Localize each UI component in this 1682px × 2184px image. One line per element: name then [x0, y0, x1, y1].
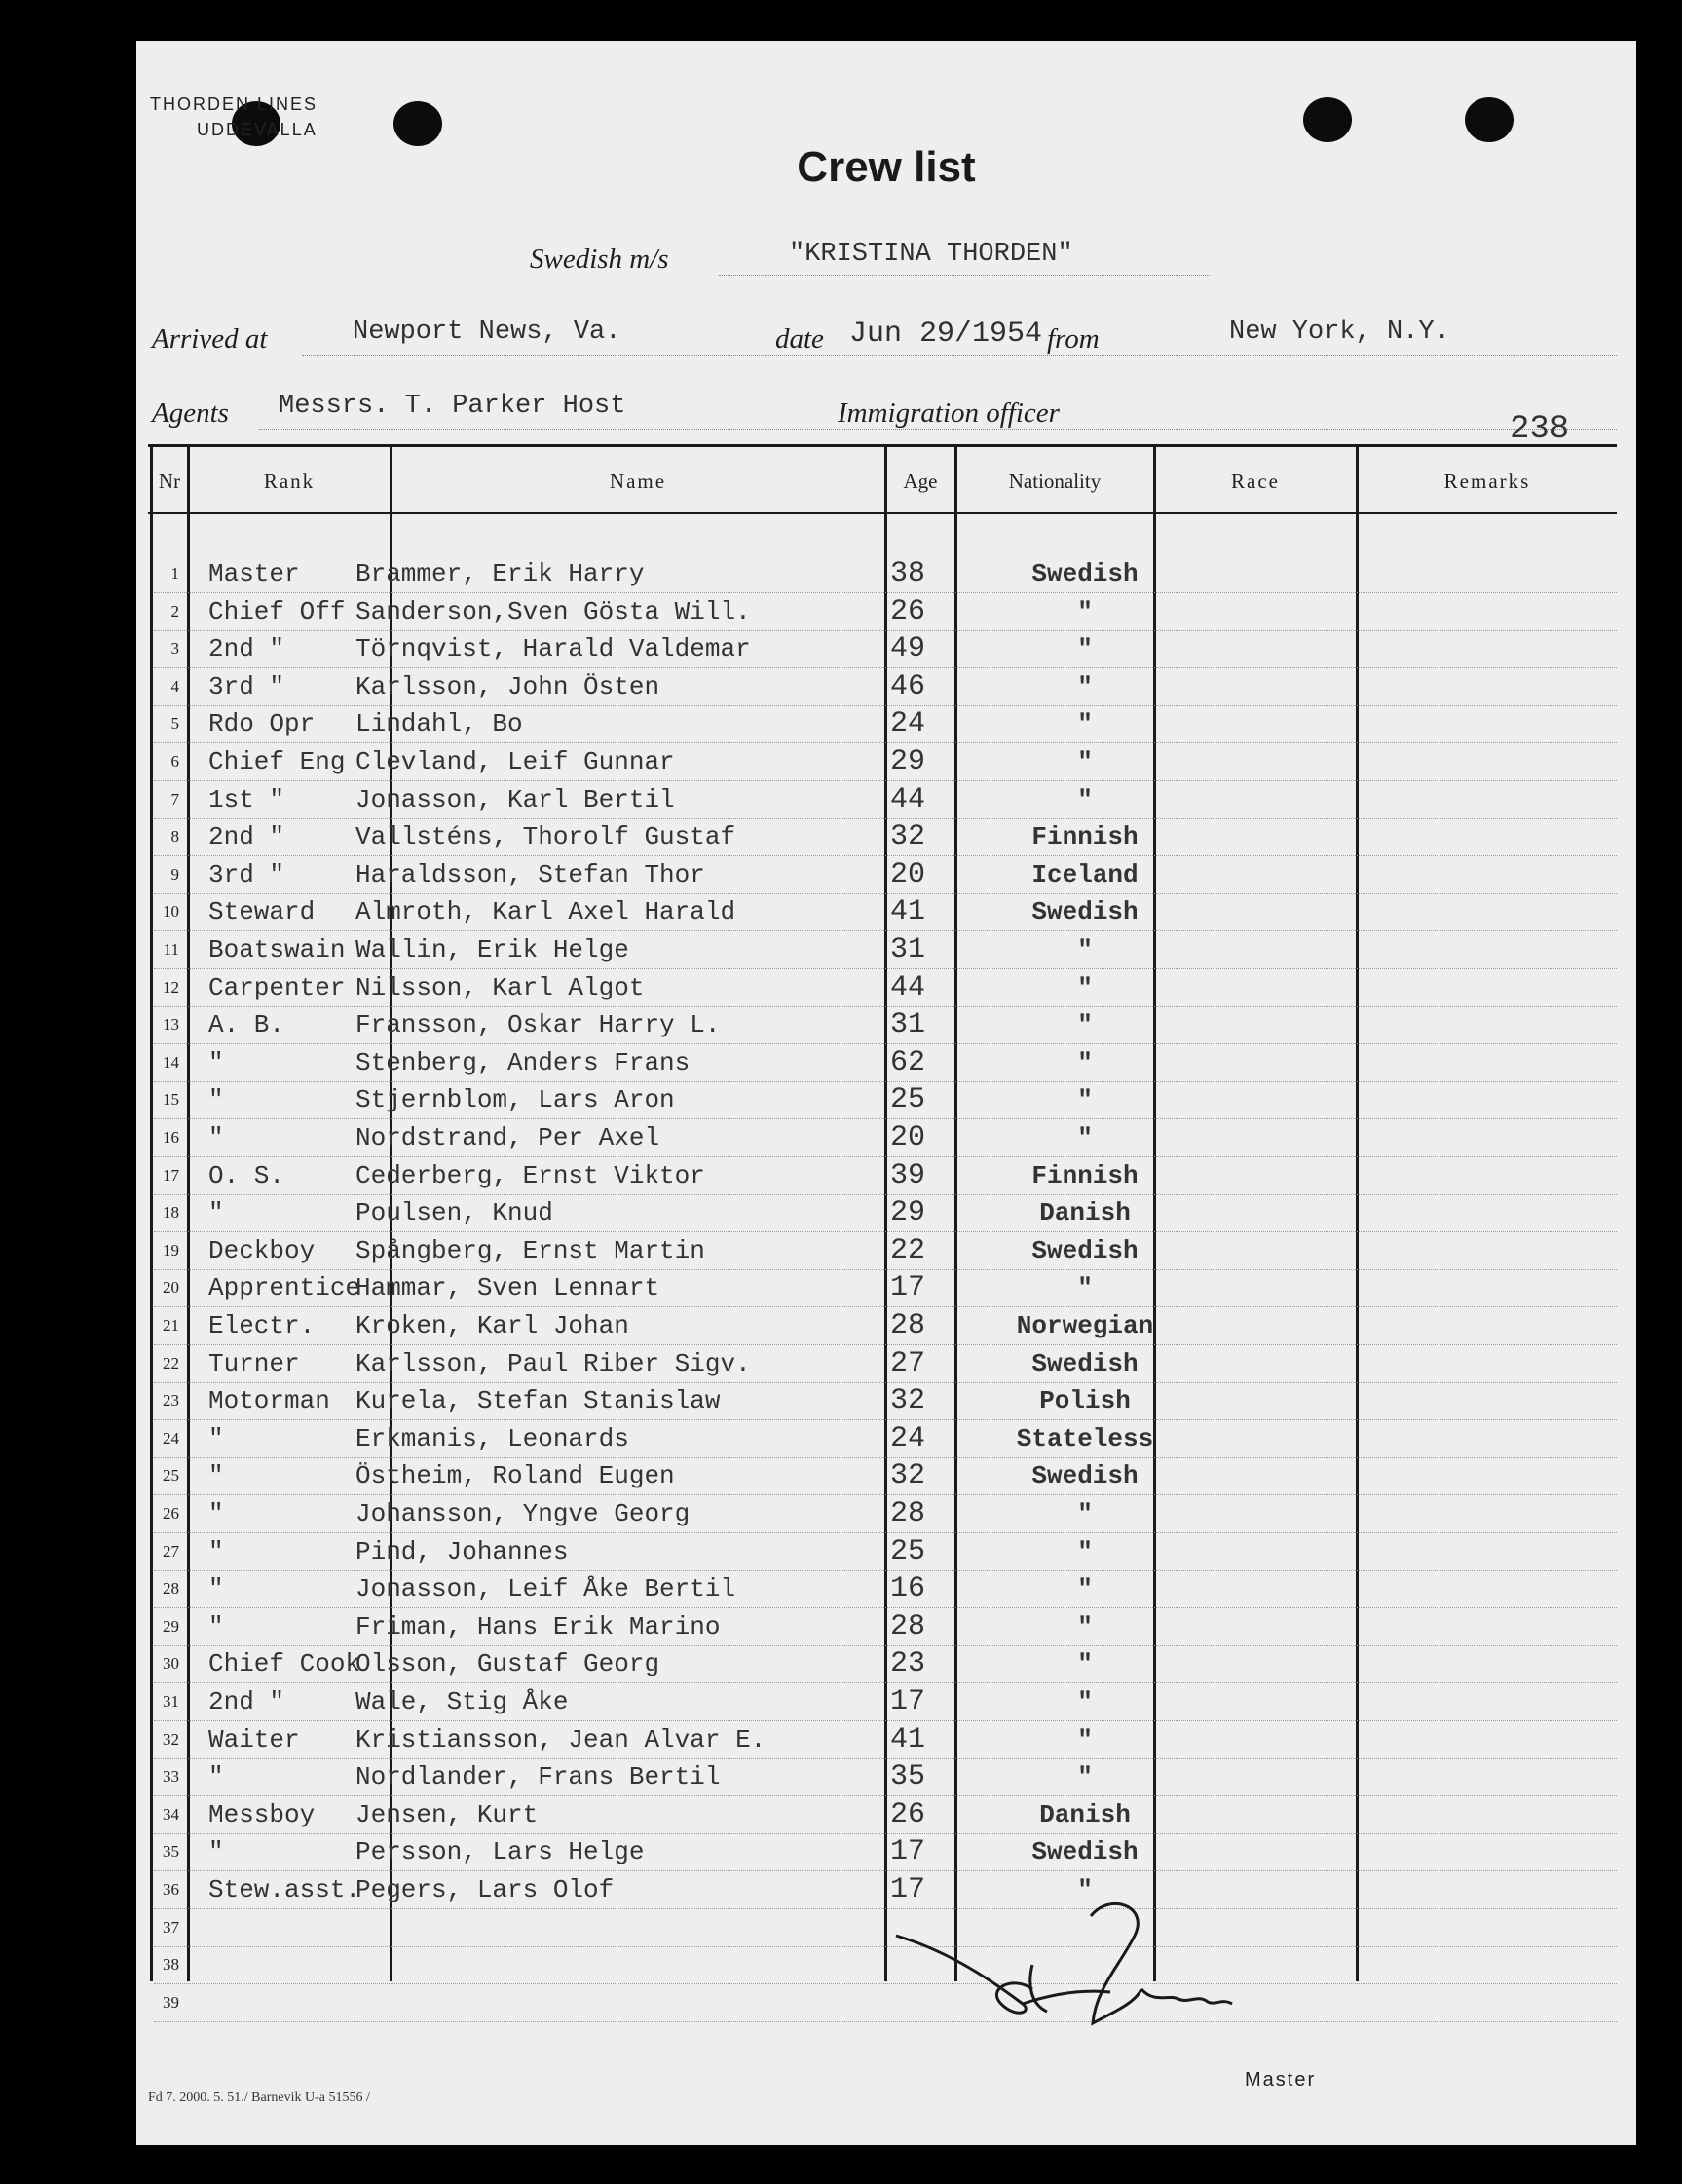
crew-nr: 19 — [163, 1240, 179, 1260]
crew-nr: 17 — [163, 1165, 179, 1185]
agents-label: Agents — [152, 397, 229, 429]
immigration-officer-label: Immigration officer — [838, 397, 1060, 429]
crew-rank: " — [208, 1837, 224, 1867]
table-row — [154, 1119, 1617, 1157]
column-header-race: Race — [1231, 470, 1280, 493]
crew-nr: 7 — [170, 789, 179, 809]
crew-rank: Turner — [208, 1348, 300, 1378]
crew-nr: 22 — [163, 1353, 179, 1373]
table-row — [154, 1044, 1617, 1082]
crew-rank: " — [208, 1611, 224, 1641]
crew-name: Persson, Lars Helge — [355, 1837, 645, 1867]
table-row — [154, 1833, 1617, 1871]
crew-name: Karlsson, Paul Riber Sigv. — [355, 1348, 751, 1378]
crew-nr: 33 — [163, 1767, 179, 1787]
punch-hole — [393, 101, 442, 146]
table-row — [154, 931, 1617, 969]
crew-name: Östheim, Roland Eugen — [355, 1461, 675, 1491]
crew-rank: A. B. — [208, 1010, 285, 1040]
table-row — [154, 1533, 1617, 1571]
company-line-1: THORDEN LINES — [150, 94, 318, 114]
crew-nr: 2 — [170, 601, 179, 621]
crew-age: 35 — [890, 1760, 926, 1794]
crew-nr: 12 — [163, 977, 179, 997]
crew-name: Stenberg, Anders Frans — [355, 1047, 691, 1077]
crew-age: 22 — [890, 1233, 926, 1267]
crew-nationality: " — [1077, 709, 1093, 739]
from-label: from — [1047, 323, 1100, 355]
crew-nr: 1 — [170, 564, 179, 583]
crew-nationality: " — [1077, 1085, 1093, 1115]
crew-name: Brammer, Erik Harry — [355, 559, 645, 588]
crew-name: Nordstrand, Per Axel — [355, 1123, 660, 1152]
arrived-value: Newport News, Va. — [353, 318, 621, 347]
crew-rank: Rdo Opr — [208, 709, 316, 739]
page-title: Crew list — [797, 143, 976, 191]
column-header-nationality: Nationality — [1008, 470, 1102, 493]
master-signature — [886, 1897, 1237, 2082]
table-row — [154, 1758, 1617, 1796]
crew-nr: 35 — [163, 1842, 179, 1862]
table-row — [154, 1232, 1617, 1270]
crew-name: Pind, Johannes — [355, 1536, 569, 1566]
crew-rank: " — [208, 1085, 224, 1115]
agents-line — [259, 429, 1617, 430]
crew-name: Nordlander, Frans Bertil — [355, 1762, 721, 1792]
table-row — [154, 1269, 1617, 1307]
column-header-age: Age — [903, 470, 938, 493]
table-row — [154, 1608, 1617, 1646]
crew-nationality: Danish — [1039, 1198, 1131, 1228]
crew-rank: " — [208, 1047, 224, 1077]
crew-name: Kristiansson, Jean Alvar E. — [355, 1724, 766, 1754]
crew-age: 44 — [890, 970, 926, 1004]
crew-nr: 4 — [170, 676, 179, 696]
crew-nr: 37 — [163, 1917, 179, 1937]
crew-age: 41 — [890, 1722, 926, 1756]
table-row — [154, 1307, 1617, 1345]
crew-name: Törnqvist, Harald Valdemar — [355, 634, 751, 664]
column-header-remarks: Remarks — [1443, 470, 1531, 493]
table-header-rule — [148, 512, 1617, 514]
crew-rank: " — [208, 1198, 224, 1228]
crew-nr: 13 — [163, 1015, 179, 1035]
crew-age: 39 — [890, 1158, 926, 1192]
table-row — [154, 1157, 1617, 1195]
company-line-2: UDDEVALLA — [197, 120, 318, 139]
crew-nr: 31 — [163, 1692, 179, 1711]
crew-nr: 5 — [170, 714, 179, 734]
crew-nationality: " — [1077, 1611, 1093, 1641]
crew-age: 26 — [890, 594, 926, 628]
crew-nr: 25 — [163, 1466, 179, 1486]
crew-age: 17 — [890, 1271, 926, 1305]
crew-nr: 20 — [163, 1278, 179, 1298]
crew-nr: 21 — [163, 1316, 179, 1335]
crew-nationality: " — [1077, 1649, 1093, 1679]
crew-rank: 3rd " — [208, 671, 285, 701]
table-row — [154, 593, 1617, 631]
crew-rank: " — [208, 1123, 224, 1152]
table-row — [154, 705, 1617, 743]
crew-name: Poulsen, Knud — [355, 1198, 553, 1228]
arrived-line — [302, 355, 1617, 356]
crew-nationality: " — [1077, 1536, 1093, 1566]
crew-rank: Waiter — [208, 1724, 300, 1754]
crew-nationality: Norwegian — [1016, 1311, 1154, 1340]
crew-nationality: Swedish — [1031, 897, 1139, 927]
crew-nationality: " — [1077, 972, 1093, 1002]
crew-name: Pegers, Lars Olof — [355, 1875, 615, 1904]
crew-rank: 2nd " — [208, 822, 285, 852]
table-row — [154, 555, 1617, 593]
crew-rank: Chief Cook — [208, 1649, 361, 1679]
table-row — [154, 1420, 1617, 1458]
crew-age: 32 — [890, 1384, 926, 1418]
crew-name: Spångberg, Ernst Martin — [355, 1235, 705, 1265]
crew-nr: 39 — [163, 1992, 179, 2012]
crew-nationality: Swedish — [1031, 1235, 1139, 1265]
table-row — [154, 1984, 1617, 2022]
crew-age: 25 — [890, 1534, 926, 1568]
crew-nationality: " — [1077, 1123, 1093, 1152]
column-header-rank: Rank — [263, 470, 316, 493]
crew-nr: 28 — [163, 1579, 179, 1599]
table-row — [154, 1081, 1617, 1119]
table-row — [154, 969, 1617, 1007]
remarks-value: 238 — [1510, 411, 1570, 448]
crew-age: 27 — [890, 1346, 926, 1380]
date-label: date — [775, 323, 824, 355]
crew-nr: 8 — [170, 827, 179, 847]
crew-age: 44 — [890, 782, 926, 816]
crew-age: 24 — [890, 707, 926, 741]
table-row — [154, 1721, 1617, 1759]
table-row — [154, 1570, 1617, 1608]
table-row — [154, 781, 1617, 819]
crew-nr: 24 — [163, 1428, 179, 1448]
vessel-name: "KRISTINA THORDEN" — [789, 240, 1073, 269]
crew-nationality: Swedish — [1031, 1837, 1139, 1867]
crew-rank: Electr. — [208, 1311, 316, 1340]
crew-rank: " — [208, 1574, 224, 1604]
crew-name: Kroken, Karl Johan — [355, 1311, 629, 1340]
crew-rank: " — [208, 1461, 224, 1491]
crew-name: Fransson, Oskar Harry L. — [355, 1010, 721, 1040]
crew-nr: 9 — [170, 864, 179, 884]
table-row — [154, 1796, 1617, 1834]
crew-age: 29 — [890, 745, 926, 778]
crew-rank: Steward — [208, 897, 316, 927]
crew-age: 31 — [890, 933, 926, 966]
crew-nationality: Swedish — [1031, 1461, 1139, 1491]
vessel-line — [719, 275, 1210, 276]
crew-nr: 15 — [163, 1090, 179, 1110]
crew-age: 20 — [890, 1121, 926, 1154]
crew-name: Clevland, Leif Gunnar — [355, 747, 675, 776]
table-top-rule — [148, 444, 1617, 447]
crew-nr: 16 — [163, 1128, 179, 1147]
crew-age: 46 — [890, 669, 926, 703]
crew-nationality: " — [1077, 1762, 1093, 1792]
crew-age: 28 — [890, 1497, 926, 1530]
crew-nr: 27 — [163, 1541, 179, 1561]
crew-rank: Deckboy — [208, 1235, 316, 1265]
crew-name: Jonasson, Karl Bertil — [355, 784, 675, 814]
table-row — [154, 893, 1617, 931]
crew-nationality: Finnish — [1031, 822, 1139, 852]
table-row — [154, 743, 1617, 781]
table-row — [154, 1457, 1617, 1495]
crew-nationality: Finnish — [1031, 1160, 1139, 1190]
crew-nationality: Polish — [1039, 1386, 1131, 1416]
crew-age: 28 — [890, 1309, 926, 1342]
crew-rank: " — [208, 1536, 224, 1566]
crew-name: Stjernblom, Lars Aron — [355, 1085, 675, 1115]
crew-name: Friman, Hans Erik Marino — [355, 1611, 721, 1641]
crew-nr: 14 — [163, 1052, 179, 1072]
crew-nationality: " — [1077, 1499, 1093, 1528]
crew-rank: " — [208, 1762, 224, 1792]
crew-rank: 1st " — [208, 784, 285, 814]
crew-nr: 26 — [163, 1504, 179, 1523]
table-row — [154, 1006, 1617, 1044]
crew-age: 16 — [890, 1572, 926, 1606]
crew-nr: 38 — [163, 1955, 179, 1975]
table-row — [154, 1946, 1617, 1984]
crew-age: 24 — [890, 1421, 926, 1455]
crew-rank: Apprentice — [208, 1273, 361, 1303]
crew-nationality: Iceland — [1031, 859, 1139, 889]
crew-nationality: " — [1077, 1724, 1093, 1754]
agents-value: Messrs. T. Parker Host — [279, 392, 626, 421]
crew-age: 38 — [890, 557, 926, 590]
crew-nationality: Stateless — [1016, 1423, 1154, 1453]
crew-nationality: " — [1077, 596, 1093, 626]
table-row — [154, 1645, 1617, 1683]
crew-rank: Motorman — [208, 1386, 330, 1416]
crew-nr: 18 — [163, 1203, 179, 1223]
crew-nationality: " — [1077, 1010, 1093, 1040]
crew-rank: " — [208, 1499, 224, 1528]
crew-nationality: " — [1077, 784, 1093, 814]
crew-age: 62 — [890, 1045, 926, 1079]
crew-nationality: Swedish — [1031, 559, 1139, 588]
crew-nr: 6 — [170, 752, 179, 771]
crew-nr: 11 — [163, 940, 179, 959]
crew-nationality: " — [1077, 1875, 1093, 1904]
crew-name: Karlsson, John Östen — [355, 671, 660, 701]
table-row — [154, 668, 1617, 706]
crew-name: Cederberg, Ernst Viktor — [355, 1160, 705, 1190]
table-row — [154, 856, 1617, 894]
crew-rank: Stew.asst. — [208, 1875, 361, 1904]
crew-age: 20 — [890, 857, 926, 891]
crew-name: Vallsténs, Thorolf Gustaf — [355, 822, 736, 852]
crew-name: Olsson, Gustaf Georg — [355, 1649, 660, 1679]
crew-nr: 32 — [163, 1729, 179, 1749]
crew-age: 31 — [890, 1008, 926, 1042]
crew-nr: 34 — [163, 1804, 179, 1824]
crew-nationality: " — [1077, 671, 1093, 701]
crew-age: 49 — [890, 632, 926, 666]
crew-list-document — [136, 41, 1636, 2145]
arrived-label: Arrived at — [152, 323, 268, 355]
crew-rank: Chief Off — [208, 596, 346, 626]
crew-name: Lindahl, Bo — [355, 709, 523, 739]
table-row — [154, 630, 1617, 668]
crew-age: 29 — [890, 1196, 926, 1230]
punch-hole — [1303, 97, 1352, 142]
crew-age: 23 — [890, 1647, 926, 1681]
crew-name: Almroth, Karl Axel Harald — [355, 897, 736, 927]
table-row — [154, 1871, 1617, 1909]
crew-nr: 10 — [163, 902, 179, 922]
crew-nationality: " — [1077, 634, 1093, 664]
crew-nr: 3 — [170, 639, 179, 659]
vessel-label: Swedish m/s — [530, 244, 669, 275]
crew-nr: 30 — [163, 1654, 179, 1674]
crew-nationality: " — [1077, 1047, 1093, 1077]
crew-age: 32 — [890, 820, 926, 854]
column-header-nr: Nr — [158, 470, 181, 493]
table-row — [154, 1683, 1617, 1721]
crew-nationality: " — [1077, 1687, 1093, 1716]
crew-rank: 3rd " — [208, 859, 285, 889]
table-row — [154, 1495, 1617, 1533]
table-row — [154, 818, 1617, 856]
table-row — [154, 1909, 1617, 1947]
crew-name: Haraldsson, Stefan Thor — [355, 859, 705, 889]
crew-rank: Messboy — [208, 1799, 316, 1829]
table-row — [154, 1345, 1617, 1383]
crew-nationality: " — [1077, 1574, 1093, 1604]
crew-rank: " — [208, 1423, 224, 1453]
crew-age: 26 — [890, 1797, 926, 1831]
crew-nationality: " — [1077, 935, 1093, 964]
crew-rank: 2nd " — [208, 634, 285, 664]
crew-rank: 2nd " — [208, 1687, 285, 1716]
crew-age: 32 — [890, 1459, 926, 1493]
crew-nationality: Swedish — [1031, 1348, 1139, 1378]
crew-nationality: " — [1077, 1273, 1093, 1303]
crew-nationality: " — [1077, 747, 1093, 776]
crew-name: Erkmanis, Leonards — [355, 1423, 629, 1453]
company-name — [150, 92, 318, 142]
table-row — [154, 1382, 1617, 1420]
crew-age: 28 — [890, 1609, 926, 1643]
crew-name: Nilsson, Karl Algot — [355, 972, 645, 1002]
crew-name: Kurela, Stefan Stanislaw — [355, 1386, 721, 1416]
punch-hole — [1465, 97, 1514, 142]
from-value: New York, N.Y. — [1229, 318, 1450, 347]
crew-rank: O. S. — [208, 1160, 285, 1190]
form-footer: Fd 7. 2000. 5. 51./ Barnevik U-a 51556 / — [148, 2090, 370, 2105]
crew-nr: 36 — [163, 1880, 179, 1899]
crew-name: Jensen, Kurt — [355, 1799, 539, 1829]
crew-rank: Chief Eng — [208, 747, 346, 776]
crew-nr: 29 — [163, 1616, 179, 1636]
table-left-border — [150, 446, 153, 1981]
crew-name: Johansson, Yngve Georg — [355, 1499, 691, 1528]
date-value: Jun 29/1954 — [849, 318, 1043, 351]
crew-rank: Boatswain — [208, 935, 346, 964]
crew-age: 41 — [890, 895, 926, 929]
crew-name: Wale, Stig Åke — [355, 1687, 569, 1716]
crew-nationality: Danish — [1039, 1799, 1131, 1829]
crew-age: 17 — [890, 1685, 926, 1718]
crew-age: 25 — [890, 1083, 926, 1117]
crew-age: 17 — [890, 1873, 926, 1906]
crew-name: Wallin, Erik Helge — [355, 935, 629, 964]
table-row — [154, 1194, 1617, 1232]
crew-name: Jonasson, Leif Åke Bertil — [355, 1574, 736, 1604]
crew-rank: Carpenter — [208, 972, 346, 1002]
crew-name: Sanderson,Sven Gösta Will. — [355, 596, 751, 626]
crew-rank: Master — [208, 559, 300, 588]
crew-name: Hammar, Sven Lennart — [355, 1273, 660, 1303]
column-header-name: Name — [609, 470, 667, 493]
crew-age: 17 — [890, 1835, 926, 1869]
signature-caption: Master — [1245, 2069, 1317, 2090]
crew-nr: 23 — [163, 1391, 179, 1411]
